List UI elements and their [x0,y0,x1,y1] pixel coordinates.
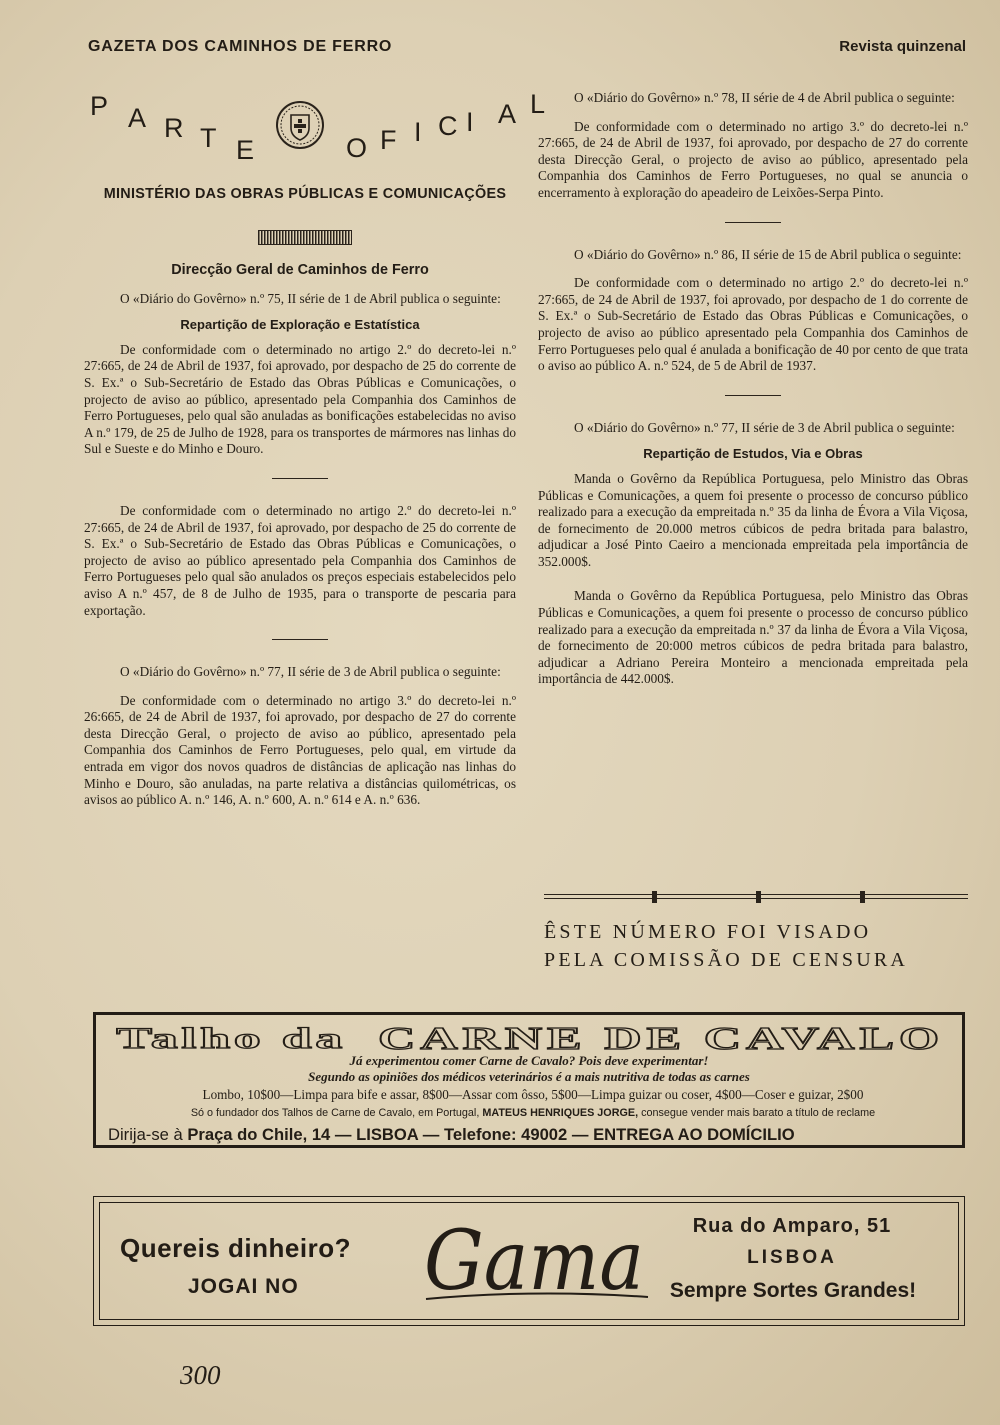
advertisement-gama [93,1196,965,1326]
ad-address: Rua do Amparo, 51 [692,1215,892,1237]
paragraph: Manda o Govêrno da República Portuguesa, pelo Ministro das Obras Públicas e Comunicações, a quem foi presente o processo de concurso público realizado para a execução da empreitada n.º 37 da linha de Évora a Vila Viçosa, de fornecimento de 20:000 metros cúbicos de pedra britada para balastro, adjudicar a Adriano Pereira Monteiro a mencionada empreitada pela importância de 442.000$. [538,588,968,687]
right-column [538,90,968,688]
page-number: 300 [180,1360,221,1390]
ad-question: Quereis dinheiro? [120,1233,351,1263]
direction-heading: Direcção Geral de Caminhos de Ferro [171,262,429,278]
ad-price-list: Lombo, 10$00—Limpa para bife e assar, 8$00—Assar com ôsso, 5$00—Limpa guizar ou coser, 4$00—Coser e guizar, 2$00 [202,1087,864,1102]
divider [725,222,781,223]
paragraph: O «Diário do Govêrno» n.º 77, II série de 3 de Abril publica o seguinte: [120,664,501,680]
gama-logo [416,1203,656,1313]
ad-inner-frame [99,1202,959,1320]
masthead-letter: I [466,107,474,137]
divider [272,478,328,479]
masthead-letter: L [530,89,546,119]
ad-contact-text: Dirija-se à [108,1125,183,1144]
ad-founder-line [108,1107,958,1119]
masthead-letter: A [498,99,517,129]
masthead [84,89,546,240]
left-column [84,89,546,809]
ministry-heading: MINISTÉRIO DAS OBRAS PÚBLICAS E COMUNICAÇÕES [103,186,507,202]
paragraph: De conformidade com o determinado no artigo 2.º do decreto-lei n.º 27:665, de 24 de Abril de 1937, foi aprovado, por despacho de 25 do corrente de S. Ex.ª o Sub-Secretário de Estado das Obras Públicas e Comunicações, o projecto de aviso ao público apresentado pela Companhia dos Caminhos de Ferro Portugueses pelo qual são anulados os preços especiais estabelecidos pelo aviso A n.º 457, de 8 de Julho de 1935, para o transporte de pescaria para exportação. [84,502,516,618]
journal-title: GAZETA DOS CAMINHOS DE FERRO [88,38,393,55]
masthead-letter: A [128,103,147,133]
paragraph: De conformidade com o determinado no artigo 3.º do decreto-lei n.º 27:665, de 24 de Abril de 1937, foi aprovado, por despacho de 27 do corrente desta Direcção Geral, o projecto de aviso ao público, apresentado pela Companhia dos Caminhos de Ferro Portugueses, no qual se anuncia o encerramento à exploração do apeadeiro de Leixões-Serpa Pinto. [538,118,968,200]
masthead-letter: E [236,135,255,165]
paragraph: De conformidade com o determinado no artigo 2.º do decreto-lei n.º 27:665, de 24 de Abril de 1937, foi aprovado, por despacho de 25 do corrente de S. Ex.ª o Sub-Secretário de Estado das Obras Públicas e Comunicações, o projecto de aviso ao público, apresentado pela Companhia dos Caminhos de Ferro Portugueses, pelo qual são anuladas as bonificações estabelecidas no aviso A n.º 179, de 25 de Julho de 1928, para os transportes de mármores nas linhas do Sul e Sueste e do Minho e Douro. [84,341,516,457]
paragraph: De conformidade com o determinado no artigo 2.º do decreto-lei n.º 27:665, de 24 de Abril de 1937, foi aprovado, por despacho de 1 do corrente de S. Ex.ª o Sub-Secretário de Estado das Obras Públicas e Comunicações, o projecto de aviso ao público apresentado pela Companhia dos Caminhos de Ferro Portugueses pelo qual é anulada a bonificação de 40 por cento de que trata o aviso ao público A. n.º 524, de 5 de Abril de 1937. [538,275,968,374]
paragraph: O «Diário do Govêrno» n.º 75, II série de 1 de Abril publica o seguinte: [120,290,501,306]
journal-subtitle: Revista quinzenal [839,38,966,55]
masthead-letter: C [438,111,458,141]
censorship-line: PELA COMISSÃO DE CENSURA [544,949,909,971]
censorship-line: ÊSTE NÚMERO FOI VISADO [544,921,872,943]
ad-title-part: Talho da [116,1022,346,1055]
masthead-letter: O [346,133,368,163]
paragraph: O «Diário do Govêrno» n.º 86, II série de 15 de Abril publica o seguinte: [574,246,962,262]
masthead-letter: R [164,113,184,143]
gama-logo-text: Gama [424,1214,644,1309]
ad-tagline: Segundo as opiniões dos médicos veterinários é a mais nutritiva de todas as carnes [308,1069,750,1084]
ad-contact-line [108,1125,958,1145]
ad-founder-name: MATEUS HENRIQUES JORGE, [482,1107,639,1119]
running-head [88,38,966,60]
ad-slogan: Sempre Sortes Grandes! [669,1279,917,1302]
hatched-divider [258,230,352,245]
ad-title [116,1021,946,1055]
masthead-letter: I [414,117,422,147]
paragraph: O «Diário do Govêrno» n.º 78, II série de 4 de Abril publica o seguinte: [574,90,955,105]
masthead-letter: P [90,91,109,121]
ad-call-to-action: JOGAI NO [188,1275,299,1298]
ad-tagline: Já experimentou comer Carne de Cavalo? Pois deve experimentar! [349,1053,709,1068]
section-heading: Repartição de Exploração e Estatística [180,317,420,333]
paragraph: De conformidade com o determinado no artigo 3.º do decreto-lei n.º 26:665, de 24 de Abril de 1937, foi aprovado, por despacho de 27 do corrente desta Direcção Geral, o projecto de aviso ao público, apresentado pela Companhia dos Caminhos de Ferro Portugueses, pelo qual, em virtude da entrada em vigor dos novos quadros de distâncias de aplicação nas linhas do Minho e Douro, são anuladas, na parte relativa a distâncias quilométricas, os avisos ao público A. n.º 146, A. n.º 600, A. n.º 614 e A. n.º 636. [84,692,516,808]
ad-founder-text: consegue vender mais barato a título de reclame [641,1107,876,1119]
section-heading: Repartição de Estudos, Via e Obras [643,446,863,462]
ad-city: LISBOA [747,1247,837,1268]
ad-title-part: CARNE DE CAVALO [378,1021,944,1055]
ad-founder-text: Só o fundador dos Talhos de Carne de Cavalo, em Portugal, [190,1107,480,1119]
ad-contact-address: Praça do Chile, 14 — LISBOA — Telefone: 49002 — ENTREGA AO DOMÍCILIO [187,1125,795,1144]
masthead-letter: F [380,125,397,155]
masthead-letter: T [200,123,217,153]
divider [272,639,328,640]
advertisement-talho [93,1012,965,1148]
double-divider [544,894,968,900]
coat-of-arms-icon [275,100,325,150]
paragraph: Manda o Govêrno da República Portuguesa, pelo Ministro das Obras Públicas e Comunicações, a quem foi presente o processo de concurso público realizado para a execução da empreitada n.º 35 da linha de Évora a Vila Viçosa, de fornecimento de 20.000 metros cúbicos de pedra britada para balastro, adjudicar a José Pinto Caeiro a mencionada empreitada pela importância de 352.000$. [538,470,968,569]
censorship-notice [544,918,968,974]
paragraph: O «Diário do Govêrno» n.º 77, II série de 3 de Abril publica o seguinte: [574,419,955,435]
divider [725,395,781,396]
